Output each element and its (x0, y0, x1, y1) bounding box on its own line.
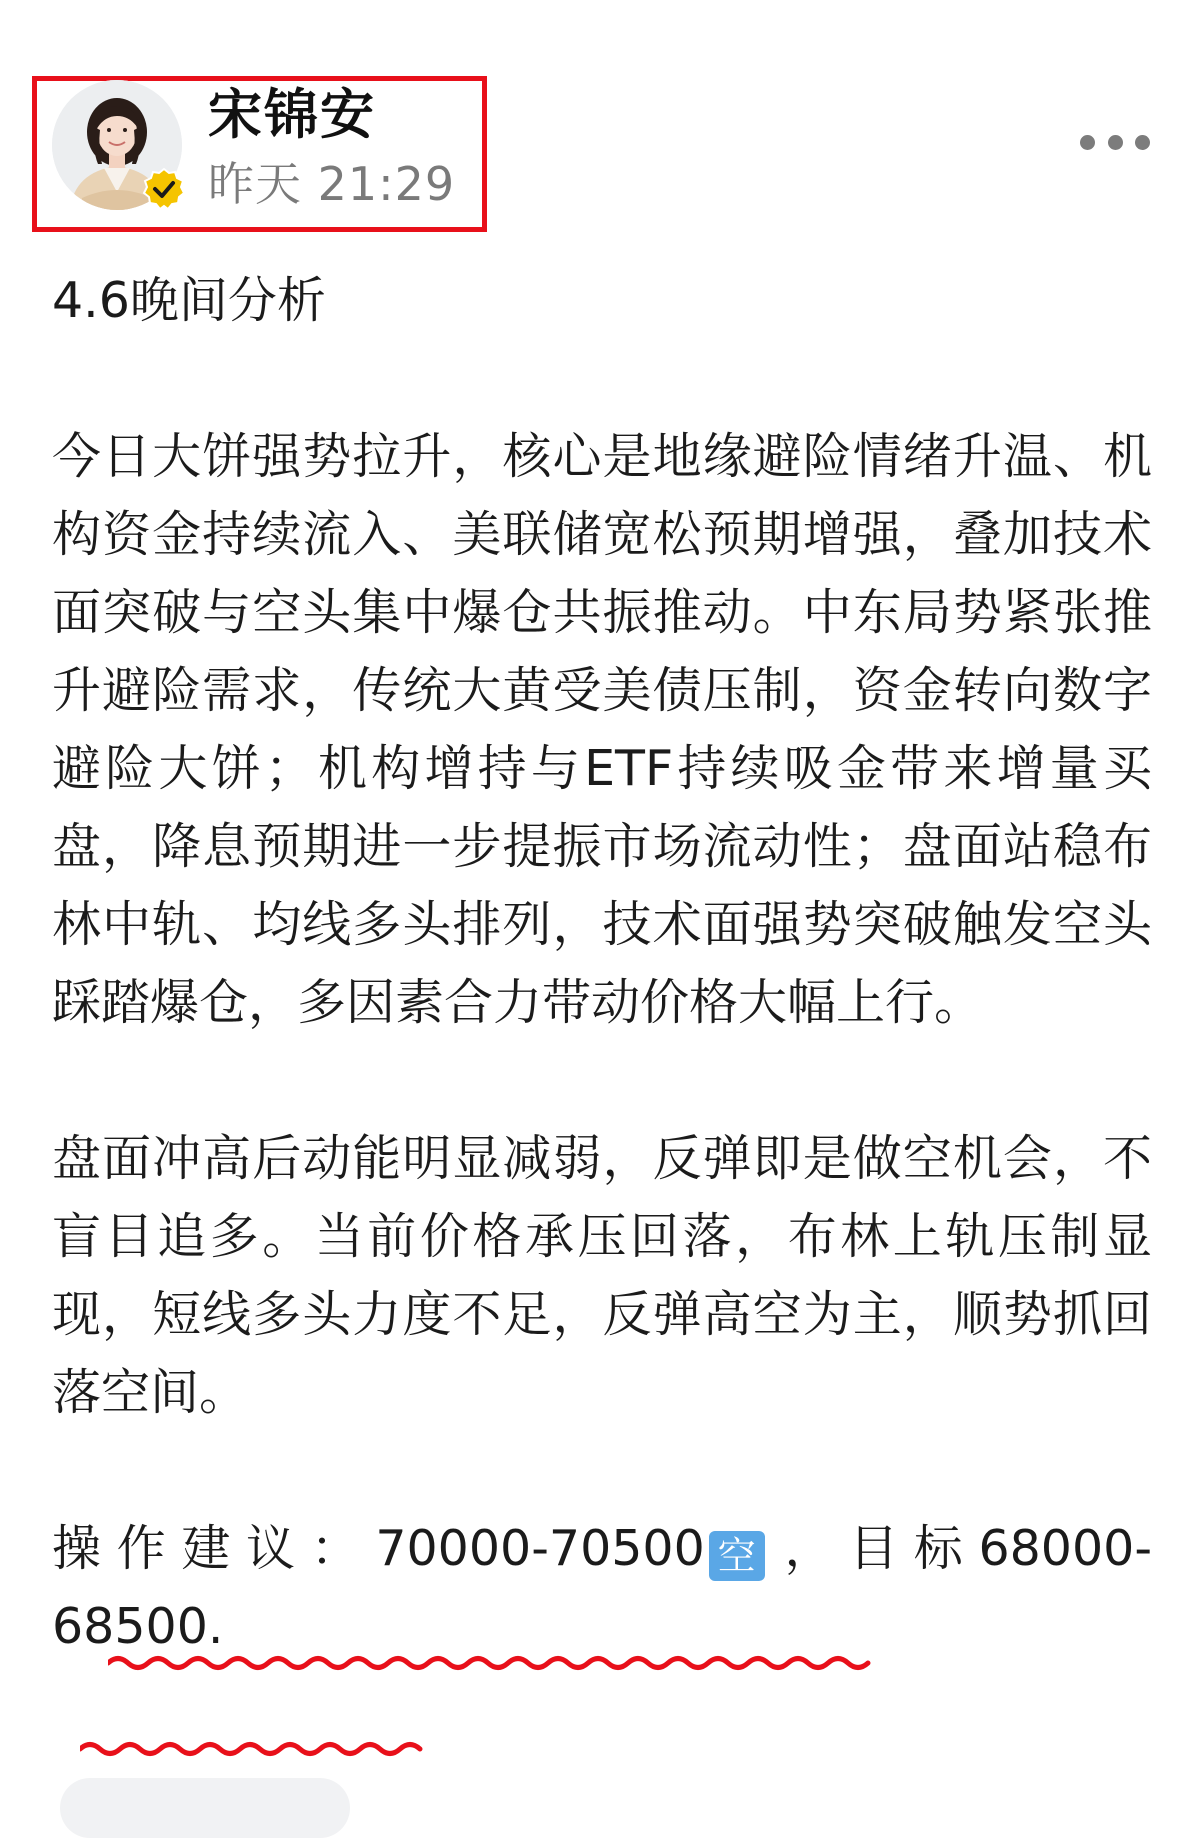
red-underline-annotation (108, 1652, 883, 1674)
post-body (52, 262, 1152, 1666)
space-emoji-icon: 空 (709, 1531, 765, 1581)
more-dots-icon (1135, 135, 1150, 150)
post-title: 4.6晚间分析 (52, 272, 326, 329)
post-paragraph: 盘面冲高后动能明显减弱，反弹即是做空机会，不盲目追多。当前价格承压回落，布林上轨压制显现，短线多头力度不足，反弹高空为主，顺势抓回落空间。 (52, 1130, 1152, 1421)
verified-check-icon (142, 167, 186, 211)
post-paragraph: 今日大饼强势拉升，核心是地缘避险情绪升温、机构资金持续流入、美联储宽松预期增强，叠加技术面突破与空头集中爆仓共振推动。中东局势紧张推升避险需求，传统大黄受美债压制，资金转向数字避险大饼；机构增持与ETF持续吸金带来增量买盘，降息预期进一步提振市场流动性；盘面站稳布林中轨、均线多头排列，技术面强势突破触发空头踩踏爆仓，多因素合力带动价格大幅上行。 (52, 428, 1152, 1031)
more-options-button[interactable] (1080, 122, 1150, 162)
post-header (0, 0, 1200, 250)
more-dots-icon (1108, 135, 1123, 150)
post-timestamp: 昨天 21:29 (208, 157, 456, 211)
trade-advice-suffix: ，目标68000-68500. (52, 1520, 1153, 1655)
trade-advice (52, 1510, 1152, 1666)
trade-advice-prefix: 操作建议：70000-70500 (52, 1520, 705, 1577)
red-underline-annotation (80, 1738, 430, 1760)
author-name[interactable]: 宋锦安 (208, 83, 376, 146)
bottom-action-pill[interactable] (60, 1778, 350, 1838)
more-dots-icon (1080, 135, 1095, 150)
